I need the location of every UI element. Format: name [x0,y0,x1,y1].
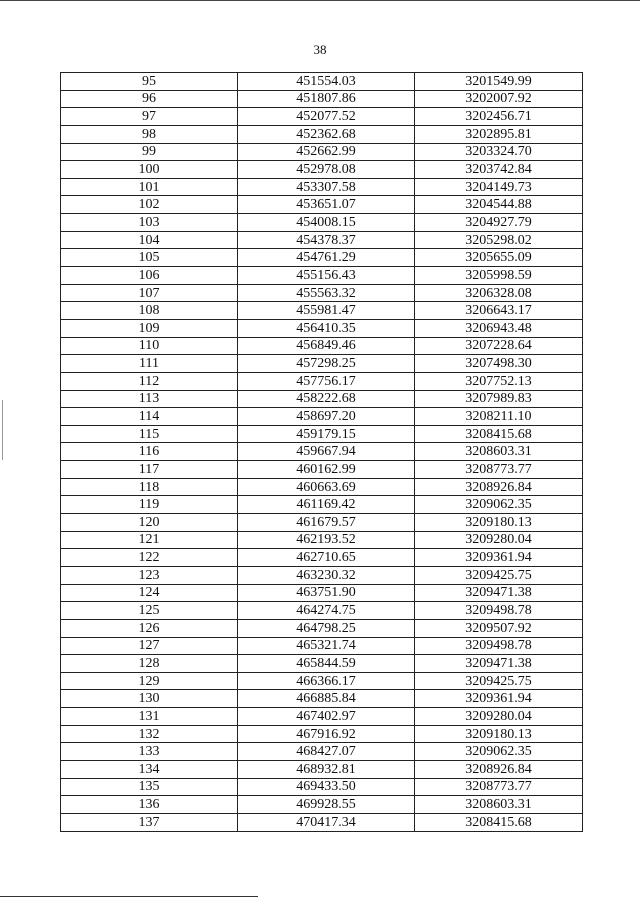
table-row [61,690,583,708]
y-coordinate-cell: 3208415.68 [415,813,583,831]
table-row [61,408,583,426]
x-coordinate-cell: 463751.90 [238,584,415,602]
table-row [61,461,583,479]
point-number-cell: 116 [61,443,238,461]
y-coordinate-cell: 3209062.35 [415,496,583,514]
table-row [61,319,583,337]
table-row [61,355,583,373]
y-coordinate-cell: 3202895.81 [415,125,583,143]
point-number-cell: 111 [61,355,238,373]
table-row [61,302,583,320]
table-row [61,531,583,549]
x-coordinate-cell: 452978.08 [238,161,415,179]
table-row [61,443,583,461]
x-coordinate-cell: 457298.25 [238,355,415,373]
table-row [61,602,583,620]
y-coordinate-cell: 3205298.02 [415,231,583,249]
y-coordinate-cell: 3203324.70 [415,143,583,161]
table-row [61,778,583,796]
scan-edge-mark [2,400,3,460]
table-row [61,108,583,126]
table-row [61,743,583,761]
x-coordinate-cell: 455156.43 [238,267,415,285]
x-coordinate-cell: 462193.52 [238,531,415,549]
point-number-cell: 123 [61,566,238,584]
point-number-cell: 137 [61,813,238,831]
point-number-cell: 108 [61,302,238,320]
table-row [61,549,583,567]
point-number-cell: 104 [61,231,238,249]
point-number-cell: 101 [61,178,238,196]
table-row [61,637,583,655]
x-coordinate-cell: 466366.17 [238,672,415,690]
table-row [61,760,583,778]
y-coordinate-cell: 3202007.92 [415,90,583,108]
x-coordinate-cell: 452362.68 [238,125,415,143]
y-coordinate-cell: 3204927.79 [415,214,583,232]
y-coordinate-cell: 3209180.13 [415,514,583,532]
point-number-cell: 120 [61,514,238,532]
y-coordinate-cell: 3203742.84 [415,161,583,179]
x-coordinate-cell: 453651.07 [238,196,415,214]
x-coordinate-cell: 470417.34 [238,813,415,831]
table-row [61,161,583,179]
x-coordinate-cell: 456849.46 [238,337,415,355]
point-number-cell: 97 [61,108,238,126]
x-coordinate-cell: 461679.57 [238,514,415,532]
point-number-cell: 119 [61,496,238,514]
x-coordinate-cell: 451554.03 [238,73,415,91]
y-coordinate-cell: 3207228.64 [415,337,583,355]
table-row [61,214,583,232]
x-coordinate-cell: 465844.59 [238,655,415,673]
y-coordinate-cell: 3204544.88 [415,196,583,214]
x-coordinate-cell: 456410.35 [238,319,415,337]
y-coordinate-cell: 3208926.84 [415,478,583,496]
point-number-cell: 118 [61,478,238,496]
x-coordinate-cell: 464798.25 [238,619,415,637]
x-coordinate-cell: 458697.20 [238,408,415,426]
table-row [61,337,583,355]
y-coordinate-cell: 3208773.77 [415,778,583,796]
table-row [61,90,583,108]
table-row [61,267,583,285]
point-number-cell: 113 [61,390,238,408]
point-number-cell: 99 [61,143,238,161]
x-coordinate-cell: 468932.81 [238,760,415,778]
x-coordinate-cell: 460162.99 [238,461,415,479]
point-number-cell: 135 [61,778,238,796]
x-coordinate-cell: 452077.52 [238,108,415,126]
table-row [61,196,583,214]
x-coordinate-cell: 464274.75 [238,602,415,620]
y-coordinate-cell: 3209062.35 [415,743,583,761]
table-row [61,796,583,814]
point-number-cell: 98 [61,125,238,143]
x-coordinate-cell: 454378.37 [238,231,415,249]
table-row [61,425,583,443]
x-coordinate-cell: 454008.15 [238,214,415,232]
footnote-separator [0,896,258,897]
y-coordinate-cell: 3209361.94 [415,690,583,708]
table-row [61,566,583,584]
table-row [61,73,583,91]
y-coordinate-cell: 3208603.31 [415,796,583,814]
point-number-cell: 124 [61,584,238,602]
point-number-cell: 131 [61,708,238,726]
point-number-cell: 102 [61,196,238,214]
point-number-cell: 122 [61,549,238,567]
x-coordinate-cell: 454761.29 [238,249,415,267]
table-row [61,372,583,390]
table-row [61,231,583,249]
table-row [61,143,583,161]
point-number-cell: 134 [61,760,238,778]
table-row [61,672,583,690]
x-coordinate-cell: 467402.97 [238,708,415,726]
point-number-cell: 125 [61,602,238,620]
point-number-cell: 110 [61,337,238,355]
x-coordinate-cell: 460663.69 [238,478,415,496]
point-number-cell: 100 [61,161,238,179]
point-number-cell: 126 [61,619,238,637]
table-row [61,725,583,743]
y-coordinate-cell: 3206643.17 [415,302,583,320]
point-number-cell: 132 [61,725,238,743]
y-coordinate-cell: 3208603.31 [415,443,583,461]
y-coordinate-cell: 3209507.92 [415,619,583,637]
x-coordinate-cell: 465321.74 [238,637,415,655]
y-coordinate-cell: 3209498.78 [415,602,583,620]
y-coordinate-cell: 3209180.13 [415,725,583,743]
table-row [61,178,583,196]
y-coordinate-cell: 3207498.30 [415,355,583,373]
y-coordinate-cell: 3206328.08 [415,284,583,302]
y-coordinate-cell: 3208926.84 [415,760,583,778]
y-coordinate-cell: 3209425.75 [415,672,583,690]
table-row [61,514,583,532]
page-number: 38 [313,42,327,57]
y-coordinate-cell: 3208211.10 [415,408,583,426]
table-row [61,478,583,496]
x-coordinate-cell: 452662.99 [238,143,415,161]
point-number-cell: 133 [61,743,238,761]
point-number-cell: 109 [61,319,238,337]
x-coordinate-cell: 467916.92 [238,725,415,743]
x-coordinate-cell: 455563.32 [238,284,415,302]
point-number-cell: 96 [61,90,238,108]
table-row [61,708,583,726]
point-number-cell: 105 [61,249,238,267]
x-coordinate-cell: 451807.86 [238,90,415,108]
point-number-cell: 129 [61,672,238,690]
x-coordinate-cell: 459667.94 [238,443,415,461]
point-number-cell: 114 [61,408,238,426]
x-coordinate-cell: 455981.47 [238,302,415,320]
y-coordinate-cell: 3202456.71 [415,108,583,126]
point-number-cell: 121 [61,531,238,549]
coordinates-table [60,72,583,832]
x-coordinate-cell: 458222.68 [238,390,415,408]
point-number-cell: 106 [61,267,238,285]
point-number-cell: 117 [61,461,238,479]
y-coordinate-cell: 3206943.48 [415,319,583,337]
x-coordinate-cell: 469928.55 [238,796,415,814]
table-row [61,284,583,302]
table-row [61,813,583,831]
point-number-cell: 95 [61,73,238,91]
y-coordinate-cell: 3207752.13 [415,372,583,390]
table-row [61,496,583,514]
x-coordinate-cell: 468427.07 [238,743,415,761]
table-row [61,619,583,637]
x-coordinate-cell: 457756.17 [238,372,415,390]
y-coordinate-cell: 3209471.38 [415,584,583,602]
x-coordinate-cell: 462710.65 [238,549,415,567]
y-coordinate-cell: 3209280.04 [415,708,583,726]
y-coordinate-cell: 3208415.68 [415,425,583,443]
coordinates-table-body [61,73,583,832]
x-coordinate-cell: 466885.84 [238,690,415,708]
point-number-cell: 127 [61,637,238,655]
y-coordinate-cell: 3205998.59 [415,267,583,285]
x-coordinate-cell: 459179.15 [238,425,415,443]
x-coordinate-cell: 461169.42 [238,496,415,514]
y-coordinate-cell: 3209471.38 [415,655,583,673]
point-number-cell: 130 [61,690,238,708]
y-coordinate-cell: 3205655.09 [415,249,583,267]
y-coordinate-cell: 3201549.99 [415,73,583,91]
y-coordinate-cell: 3209498.78 [415,637,583,655]
x-coordinate-cell: 453307.58 [238,178,415,196]
y-coordinate-cell: 3204149.73 [415,178,583,196]
y-coordinate-cell: 3208773.77 [415,461,583,479]
y-coordinate-cell: 3209361.94 [415,549,583,567]
y-coordinate-cell: 3209280.04 [415,531,583,549]
table-row [61,390,583,408]
point-number-cell: 103 [61,214,238,232]
point-number-cell: 115 [61,425,238,443]
table-row [61,125,583,143]
page-top-border [0,0,640,1]
table-row [61,584,583,602]
point-number-cell: 136 [61,796,238,814]
x-coordinate-cell: 469433.50 [238,778,415,796]
y-coordinate-cell: 3207989.83 [415,390,583,408]
point-number-cell: 112 [61,372,238,390]
table-row [61,655,583,673]
y-coordinate-cell: 3209425.75 [415,566,583,584]
x-coordinate-cell: 463230.32 [238,566,415,584]
point-number-cell: 128 [61,655,238,673]
point-number-cell: 107 [61,284,238,302]
table-row [61,249,583,267]
